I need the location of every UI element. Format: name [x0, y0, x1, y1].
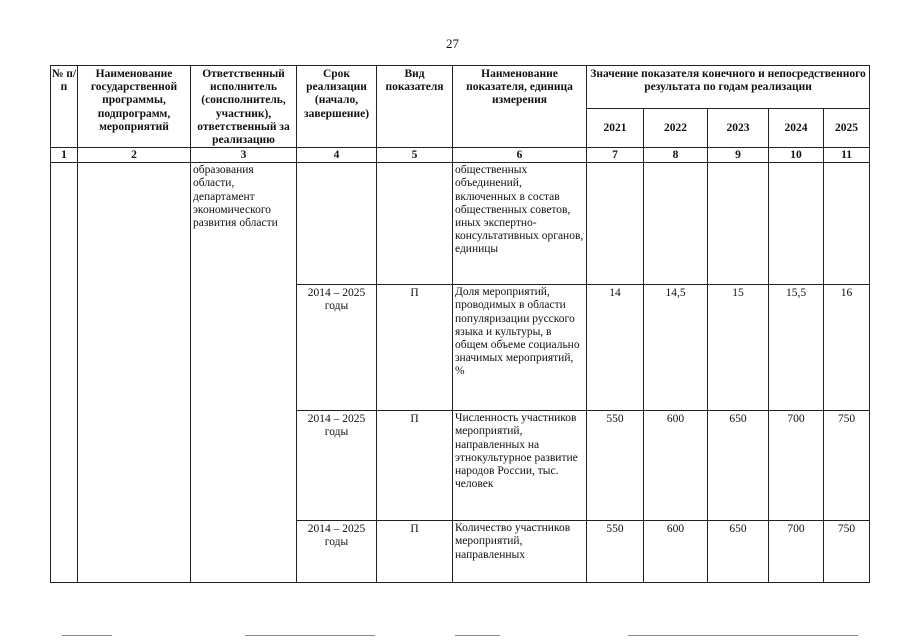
indicator-cell: Численность участников мероприятий, направленных на этнокультурное развитие народов России, тыс. человек [453, 411, 587, 521]
header-indicator-kind: Вид показателя [377, 66, 453, 148]
header-responsible: Ответственный исполнитель (соисполнитель, участник), ответственный за реализацию [191, 66, 297, 148]
header-year: 2025 [824, 109, 870, 148]
value-cell: 700 [769, 521, 824, 583]
program-name-cell [78, 163, 191, 583]
value-cell: 600 [644, 411, 708, 521]
header-year: 2024 [769, 109, 824, 148]
value-cell [708, 163, 769, 285]
header-values-group: Значение показателя конечного и непосредственного результата по годам реализации [587, 66, 870, 109]
indicators-table [50, 65, 870, 583]
indicator-cell: Доля мероприятий, проводимых в области популяризации русского языка и культуры, в общем объеме социально значимых мероприятий, % [453, 285, 587, 411]
column-number: 7 [587, 148, 644, 163]
value-cell: 650 [708, 411, 769, 521]
value-cell: 750 [824, 521, 870, 583]
column-number: 3 [191, 148, 297, 163]
page-number: 27 [446, 36, 459, 51]
value-cell: 550 [587, 411, 644, 521]
column-number: 5 [377, 148, 453, 163]
value-cell: 700 [769, 411, 824, 521]
value-cell: 550 [587, 521, 644, 583]
value-cell [587, 163, 644, 285]
kind-cell: П [377, 521, 453, 583]
header-period: Срок реализации (начало, завершение) [297, 66, 377, 148]
period-cell: 2014 – 2025 годы [297, 521, 377, 583]
column-number: 1 [51, 148, 78, 163]
kind-cell [377, 163, 453, 285]
footer-rule [62, 635, 112, 636]
header-number: № п/п [51, 66, 78, 148]
column-number: 2 [78, 148, 191, 163]
value-cell [644, 163, 708, 285]
value-cell: 14,5 [644, 285, 708, 411]
value-cell: 14 [587, 285, 644, 411]
value-cell: 650 [708, 521, 769, 583]
column-number: 4 [297, 148, 377, 163]
indicator-cell: общественных объединений, включенных в состав общественных советов, иных экспертно-консультативных органов, единицы [453, 163, 587, 285]
footer-rule [628, 635, 858, 636]
column-number: 9 [708, 148, 769, 163]
value-cell: 16 [824, 285, 870, 411]
value-cell [824, 163, 870, 285]
value-cell: 750 [824, 411, 870, 521]
column-number: 6 [453, 148, 587, 163]
indicator-cell: Количество участников мероприятий, направленных [453, 521, 587, 583]
value-cell: 15,5 [769, 285, 824, 411]
header-year: 2022 [644, 109, 708, 148]
responsible-cell: образования области, департамент экономического развития области [191, 163, 297, 583]
column-number: 11 [824, 148, 870, 163]
column-number: 10 [769, 148, 824, 163]
kind-cell: П [377, 285, 453, 411]
header-indicator-name: Наименование показателя, единица измерения [453, 66, 587, 148]
value-cell: 15 [708, 285, 769, 411]
table-row [51, 163, 870, 285]
number-cell [51, 163, 78, 583]
value-cell: 600 [644, 521, 708, 583]
period-cell: 2014 – 2025 годы [297, 285, 377, 411]
period-cell [297, 163, 377, 285]
kind-cell: П [377, 411, 453, 521]
footer-rule [455, 635, 500, 636]
value-cell [769, 163, 824, 285]
header-program-name: Наименование государственной программы, подпрограмм, мероприятий [78, 66, 191, 148]
period-cell: 2014 – 2025 годы [297, 411, 377, 521]
column-number: 8 [644, 148, 708, 163]
header-year: 2021 [587, 109, 644, 148]
footer-rule [245, 635, 375, 636]
header-year: 2023 [708, 109, 769, 148]
